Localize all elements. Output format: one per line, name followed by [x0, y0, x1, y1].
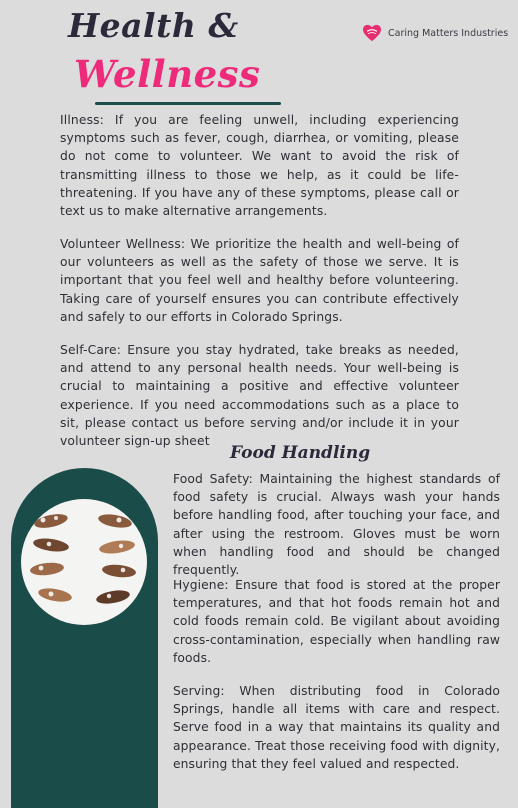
brand: [362, 24, 508, 42]
volunteer-wellness-paragraph: Volunteer Wellness: We prioritize the health and well-being of our volunteers as well as the safety of those we serve. It is important that you feel well and healthy before volunteering. Taking care of yourself ensures you can contribute effectively and safely to our efforts in Colorado Springs.: [60, 237, 459, 324]
food-safety-paragraph: Food Safety: Maintaining the highest standards of food safety is crucial. Always wash your hands before handling food, after touching your face, and after using the restroom. Gloves must be worn when handling food and should be changed frequently.: [173, 472, 500, 578]
handwashing-photo: [21, 499, 147, 625]
hygiene-paragraph: Hygiene: Ensure that food is stored at the proper temperatures, and that hot foods remain hot and cold foods remain cold. Be vigilant about avoiding cross-contamination, especially when handling raw foods.: [173, 578, 500, 665]
heart-logo-icon: [362, 24, 382, 42]
page-title-line1: Health &: [68, 6, 239, 45]
title-underline: [95, 102, 281, 105]
illness-paragraph: Illness: If you are feeling unwell, including experiencing symptoms such as fever, cough, diarrhea, or vomiting, please do not come to volunteer. We want to avoid the risk of transmitting illness to those we help, as it could be life-threatening. If you have any of these symptoms, please call or text us to make alternative arrangements.: [60, 113, 459, 219]
page-title-line2: Wellness: [74, 52, 261, 96]
food-handling-title: Food Handling: [230, 443, 371, 463]
brand-name: Caring Matters Industries: [388, 27, 509, 39]
serving-paragraph: Serving: When distributing food in Colorado Springs, handle all items with care and respect. Serve food in a way that maintains its quality and appearance. Treat those receiving food with dignity, ensuring that they feel valued and respected.: [173, 684, 500, 771]
self-care-paragraph: Self-Care: Ensure you stay hydrated, take breaks as needed, and attend to any personal health needs. Your well-being is crucial to maintaining a positive and effective volunteer experience. If you need accommodations such as a place to sit, please contact us before serving and/or include it in your volunteer sign-up sheet: [60, 343, 459, 449]
